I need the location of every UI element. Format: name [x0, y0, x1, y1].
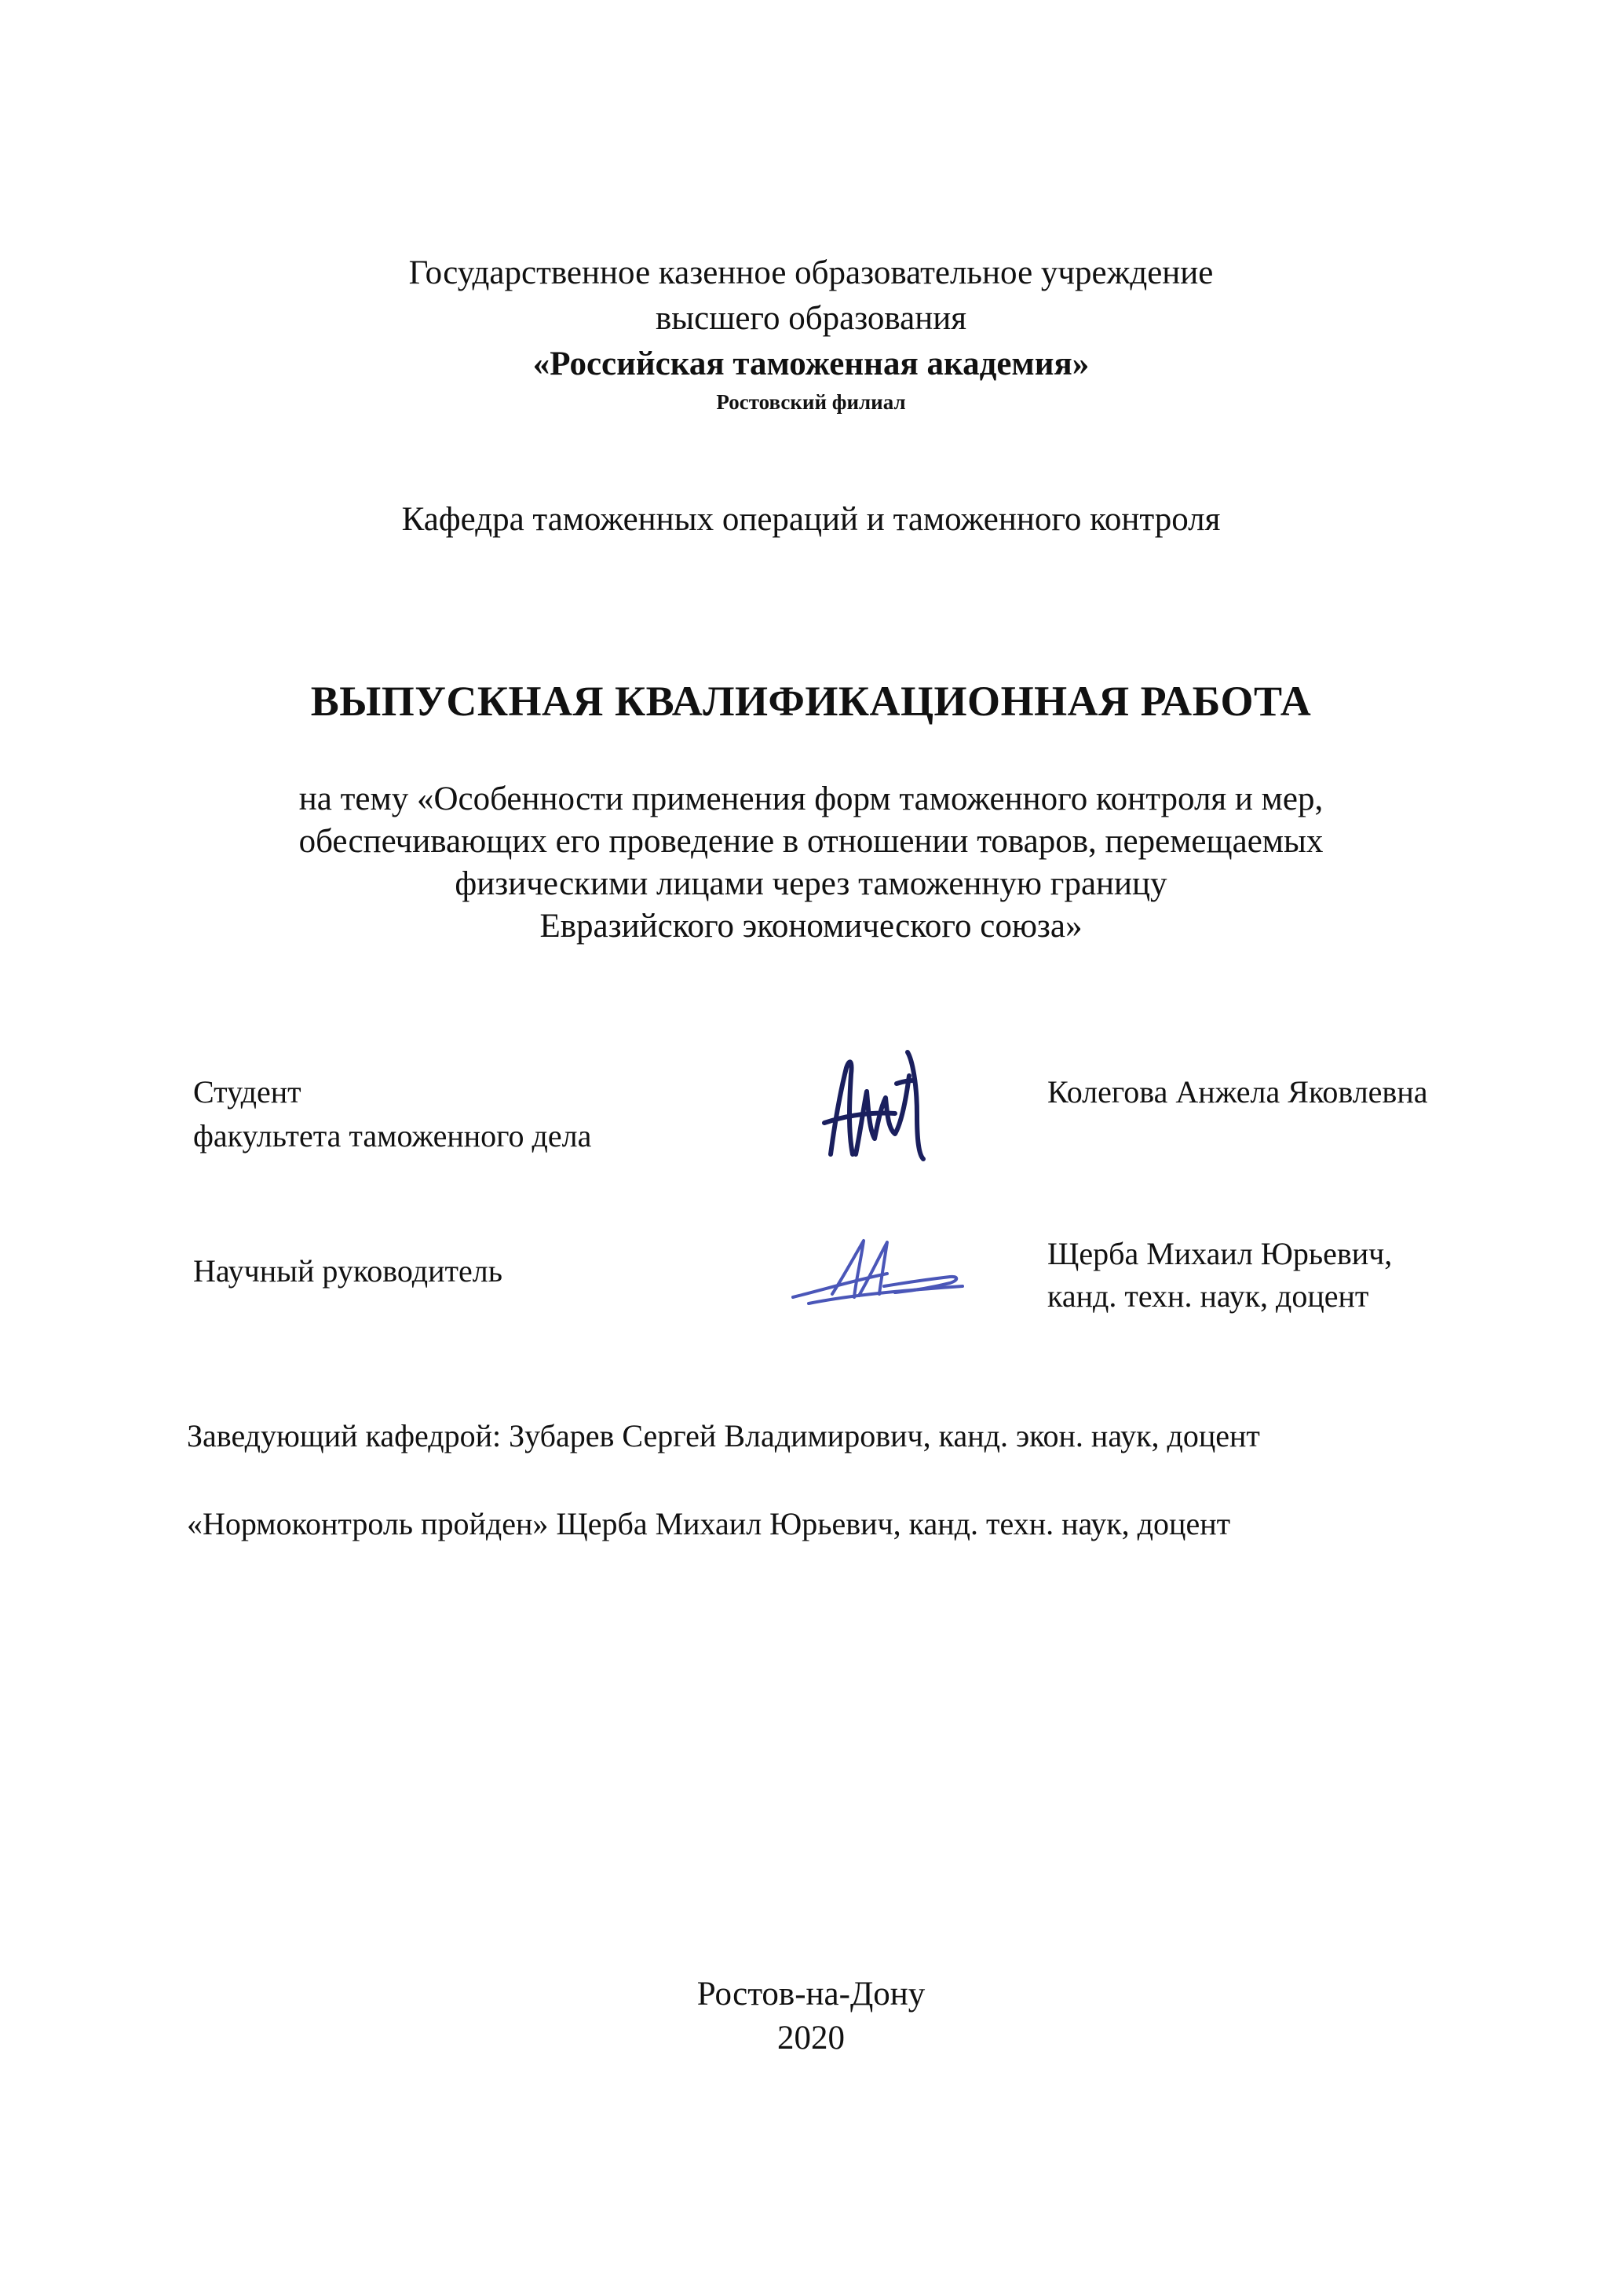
student-signature-icon	[809, 1036, 950, 1170]
head-of-department: Заведующий кафедрой: Зубарев Сергей Владимирович, канд. экон. наук, доцент	[187, 1418, 1260, 1453]
topic-line-4: Евразийского экономического союза»	[539, 908, 1083, 945]
academy-name: «Российская таможенная академия»	[532, 345, 1090, 382]
student-name: Колегова Анжела Яковлевна	[1047, 1074, 1428, 1110]
institution-line-2: высшего образования	[655, 300, 967, 337]
supervisor-degree: канд. техн. наук, доцент	[1047, 1278, 1369, 1314]
institution-line-1: Государственное казенное образовательное учреждение	[408, 254, 1214, 291]
normcontrol-line: «Нормоконтроль пройден» Щерба Михаил Юрьевич, канд. техн. наук, доцент	[187, 1506, 1231, 1541]
branch-name: Ростовский филиал	[716, 390, 906, 414]
topic-line-2: обеспечивающих его проведение в отношении товаров, перемещаемых	[298, 823, 1324, 860]
supervisor-name: Щерба Михаил Юрьевич,	[1047, 1236, 1393, 1271]
student-role-line-2: факультета таможенного дела	[193, 1118, 592, 1153]
department-name: Кафедра таможенных операций и таможенного контроля	[401, 501, 1221, 538]
topic-line-1: на тему «Особенности применения форм таможенного контроля и мер,	[298, 781, 1324, 817]
supervisor-role: Научный руководитель	[193, 1253, 502, 1289]
footer-year: 2020	[777, 2020, 845, 2057]
footer-city: Ростов-на-Дону	[696, 1976, 926, 2013]
student-role-line-1: Студент	[193, 1074, 301, 1110]
work-type-heading: ВЫПУСКНАЯ КВАЛИФИКАЦИОННАЯ РАБОТА	[310, 678, 1312, 725]
topic-line-3: физическими лицами через таможенную границу	[455, 865, 1167, 902]
supervisor-signature-icon	[777, 1225, 981, 1319]
